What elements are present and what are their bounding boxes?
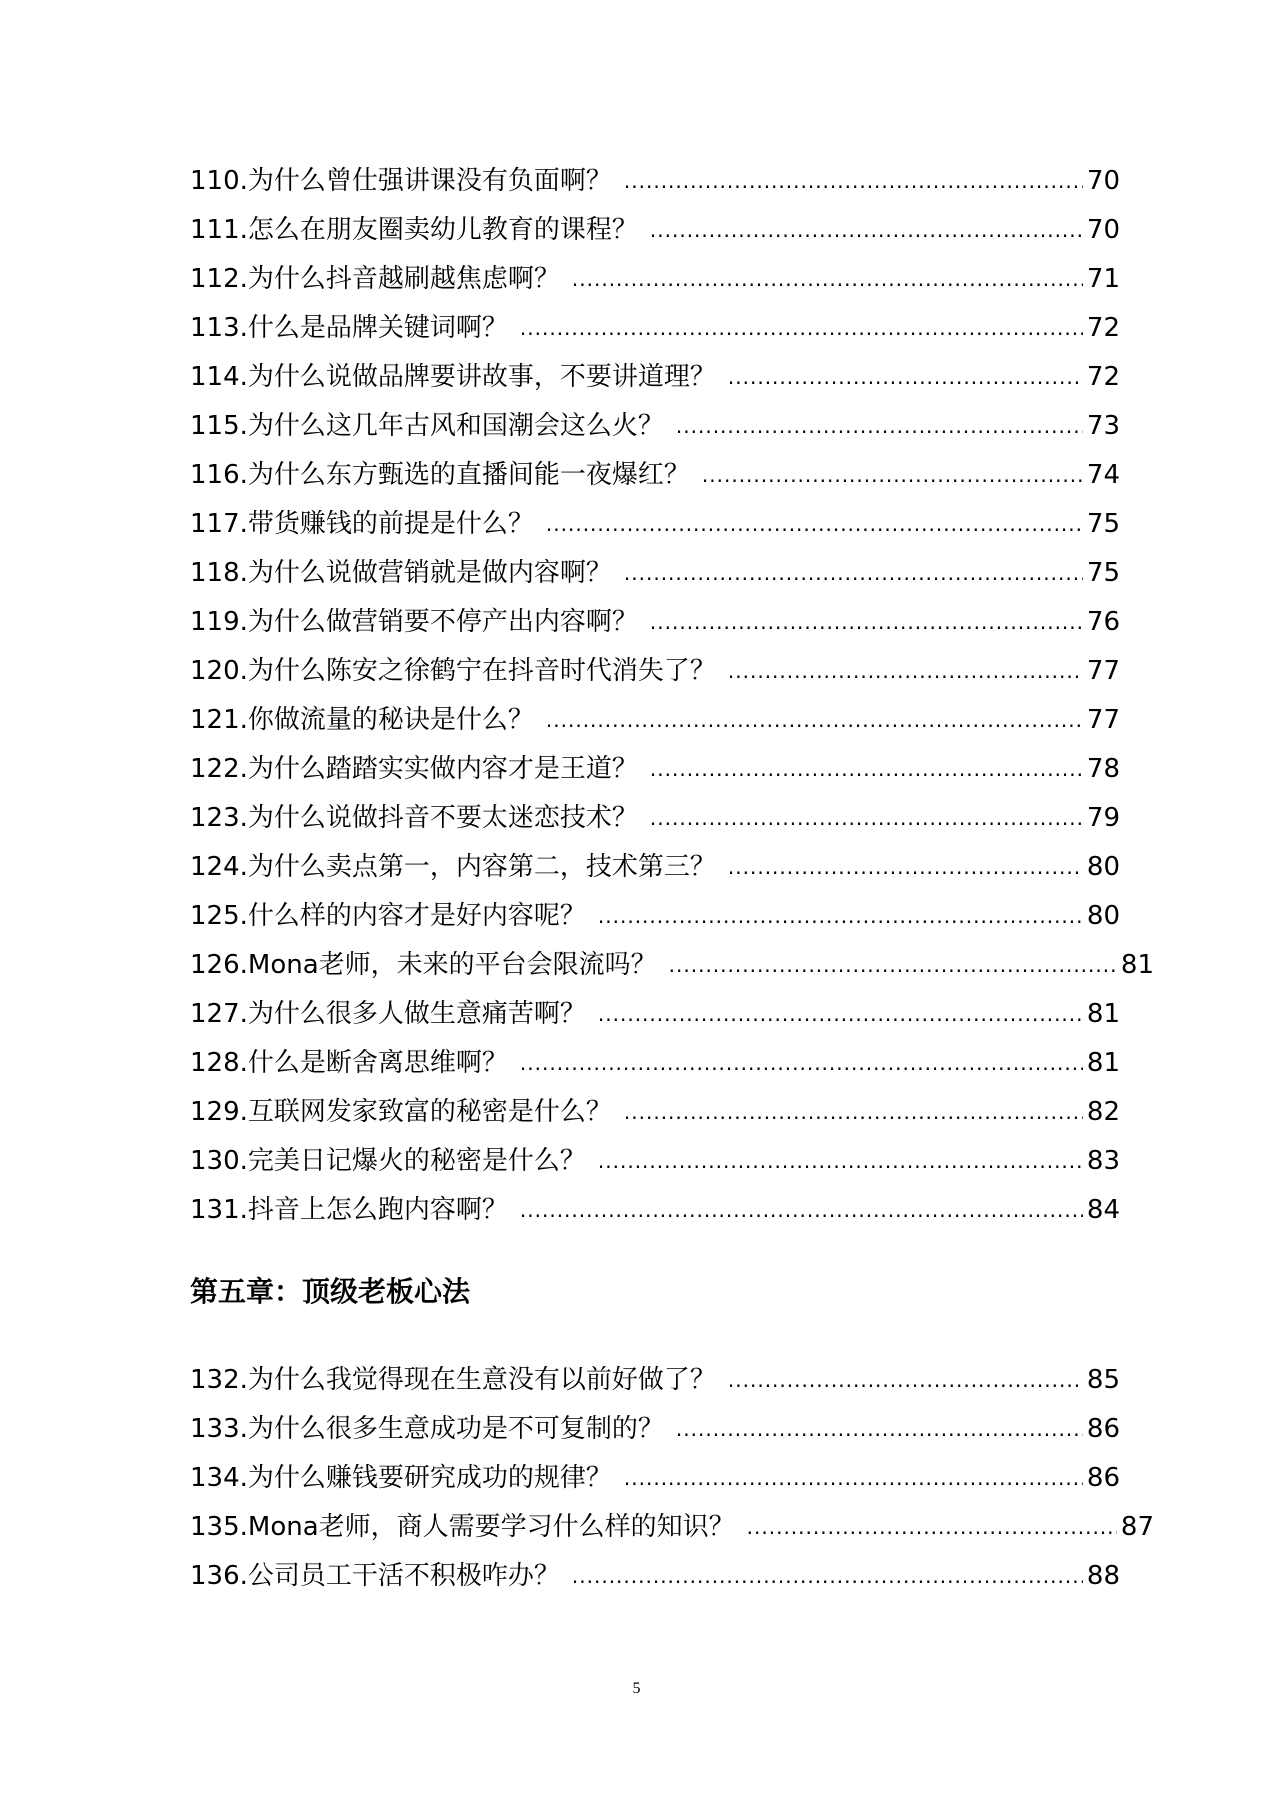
toc-entry-page: 88 (1086, 1561, 1120, 1591)
toc-entry-title: 126.Mona老师，未来的平台会限流吗？ (190, 950, 657, 980)
toc-entry-title: 133.为什么很多生意成功是不可复制的？ (190, 1414, 664, 1444)
toc-leader-dots (728, 647, 1083, 696)
toc-leader-dots (728, 353, 1083, 402)
toc-entry[interactable] (190, 1552, 1120, 1601)
toc-entry-page: 81 (1086, 1048, 1120, 1078)
toc-entry-page: 70 (1086, 166, 1120, 196)
toc-entry-page: 77 (1086, 705, 1120, 735)
toc-leader-dots (598, 892, 1083, 941)
toc-entry-title: 112.为什么抖音越刷越焦虑啊？ (190, 264, 560, 294)
toc-entry-page: 85 (1086, 1365, 1120, 1395)
toc-entry-page: 87 (1120, 1512, 1154, 1542)
toc-entry-page: 78 (1086, 754, 1120, 784)
toc-leader-dots (650, 745, 1083, 794)
toc-leader-dots (624, 549, 1083, 598)
toc-entry[interactable] (190, 353, 1120, 402)
toc-entry-page: 86 (1086, 1414, 1120, 1444)
toc-entry-title: 128.什么是断舍离思维啊？ (190, 1048, 508, 1078)
toc-leader-dots (546, 500, 1083, 549)
page-number: 5 (632, 1680, 641, 1697)
toc-entry-title: 123.为什么说做抖音不要太迷恋技术？ (190, 803, 638, 833)
toc-entry-title: 135.Mona老师，商人需要学习什么样的知识？ (190, 1512, 735, 1542)
toc-entry[interactable] (190, 1186, 1120, 1235)
toc-entry[interactable] (190, 500, 1120, 549)
toc-entry-title: 121.你做流量的秘诀是什么？ (190, 705, 534, 735)
toc-entry[interactable] (190, 157, 1120, 206)
toc-leader-dots (702, 451, 1083, 500)
toc-entry-page: 82 (1086, 1097, 1120, 1127)
toc-entry-title: 127.为什么很多人做生意痛苦啊？ (190, 999, 586, 1029)
toc-leader-dots (572, 1552, 1083, 1601)
toc-leader-dots (676, 1405, 1083, 1454)
toc-leader-dots (747, 1503, 1117, 1552)
toc-entry-title: 113.什么是品牌关键词啊？ (190, 313, 508, 343)
toc-entry-page: 70 (1086, 215, 1120, 245)
toc-entry-title: 130.完美日记爆火的秘密是什么？ (190, 1146, 586, 1176)
toc-entry-page: 75 (1086, 558, 1120, 588)
toc-leader-dots (728, 843, 1083, 892)
toc-leader-dots (546, 696, 1083, 745)
toc-leader-dots (624, 1454, 1083, 1503)
toc-entry[interactable] (190, 941, 1154, 990)
toc-entry[interactable] (190, 304, 1120, 353)
toc-entry[interactable] (190, 794, 1120, 843)
toc-leader-dots (650, 598, 1083, 647)
toc-entry[interactable] (190, 843, 1120, 892)
toc-entry-title: 129.互联网发家致富的秘密是什么？ (190, 1097, 612, 1127)
toc-leader-dots (520, 1186, 1083, 1235)
toc-entry-title: 116.为什么东方甄选的直播间能一夜爆红？ (190, 460, 690, 490)
toc-entry-page: 71 (1086, 264, 1120, 294)
toc-leader-dots (650, 794, 1083, 843)
toc-leader-dots (520, 304, 1083, 353)
toc-leader-dots (598, 990, 1083, 1039)
toc-entry-title: 119.为什么做营销要不停产出内容啊？ (190, 607, 638, 637)
toc-entry-page: 79 (1086, 803, 1120, 833)
toc-entry[interactable] (190, 1405, 1120, 1454)
toc-entry-page: 80 (1086, 852, 1120, 882)
toc-leader-dots (624, 1088, 1083, 1137)
toc-entry-page: 83 (1086, 1146, 1120, 1176)
toc-entry-title: 118.为什么说做营销就是做内容啊？ (190, 558, 612, 588)
toc-entry-page: 81 (1120, 950, 1154, 980)
toc-entry[interactable] (190, 1356, 1120, 1405)
toc-entry-page: 73 (1086, 411, 1120, 441)
toc-entry[interactable] (190, 598, 1120, 647)
toc-leader-dots (669, 941, 1117, 990)
toc-entry[interactable] (190, 206, 1120, 255)
toc-entry-title: 136.公司员工干活不积极咋办？ (190, 1561, 560, 1591)
toc-entry-title: 115.为什么这几年古风和国潮会这么火？ (190, 411, 664, 441)
toc-entry[interactable] (190, 1454, 1120, 1503)
toc-entry-page: 72 (1086, 313, 1120, 343)
toc-entry-page: 76 (1086, 607, 1120, 637)
toc-entry-title: 134.为什么赚钱要研究成功的规律？ (190, 1463, 612, 1493)
toc-entry[interactable] (190, 745, 1120, 794)
toc-entry[interactable] (190, 892, 1120, 941)
toc-entry-title: 111.怎么在朋友圈卖幼儿教育的课程？ (190, 215, 638, 245)
toc-entry-title: 125.什么样的内容才是好内容呢？ (190, 901, 586, 931)
toc-leader-dots (598, 1137, 1083, 1186)
toc-list-first (190, 157, 1154, 1235)
toc-entry[interactable] (190, 451, 1120, 500)
toc-leader-dots (676, 402, 1083, 451)
toc-leader-dots (650, 206, 1083, 255)
toc-entry-page: 86 (1086, 1463, 1120, 1493)
toc-entry[interactable] (190, 696, 1120, 745)
toc-entry-title: 117.带货赚钱的前提是什么？ (190, 509, 534, 539)
toc-entry[interactable] (190, 1137, 1120, 1186)
toc-entry-page: 81 (1086, 999, 1120, 1029)
toc-entry-page: 77 (1086, 656, 1120, 686)
toc-leader-dots (520, 1039, 1083, 1088)
toc-entry-page: 80 (1086, 901, 1120, 931)
toc-entry-page: 84 (1086, 1195, 1120, 1225)
toc-entry[interactable] (190, 647, 1120, 696)
toc-entry-title: 114.为什么说做品牌要讲故事，不要讲道理？ (190, 362, 716, 392)
toc-entry[interactable] (190, 402, 1120, 451)
toc-entry-page: 74 (1086, 460, 1120, 490)
toc-entry[interactable] (190, 549, 1120, 598)
chapter-heading: 第五章：顶级老板心法 (190, 1275, 471, 1308)
toc-entry-page: 75 (1086, 509, 1120, 539)
toc-entry-title: 124.为什么卖点第一，内容第二，技术第三？ (190, 852, 716, 882)
toc-entry-title: 131.抖音上怎么跑内容啊？ (190, 1195, 508, 1225)
toc-entry-title: 132.为什么我觉得现在生意没有以前好做了？ (190, 1365, 716, 1395)
toc-leader-dots (572, 255, 1083, 304)
toc-entry-page: 72 (1086, 362, 1120, 392)
toc-list-second (190, 1356, 1154, 1601)
toc-entry[interactable] (190, 990, 1120, 1039)
toc-entry[interactable] (190, 1039, 1120, 1088)
toc-entry-title: 120.为什么陈安之徐鹤宁在抖音时代消失了？ (190, 656, 716, 686)
toc-entry[interactable] (190, 1088, 1120, 1137)
toc-leader-dots (728, 1356, 1083, 1405)
toc-entry[interactable] (190, 255, 1120, 304)
toc-entry[interactable] (190, 1503, 1154, 1552)
toc-leader-dots (624, 157, 1083, 206)
toc-entry-title: 110.为什么曾仕强讲课没有负面啊？ (190, 166, 612, 196)
toc-entry-title: 122.为什么踏踏实实做内容才是王道？ (190, 754, 638, 784)
